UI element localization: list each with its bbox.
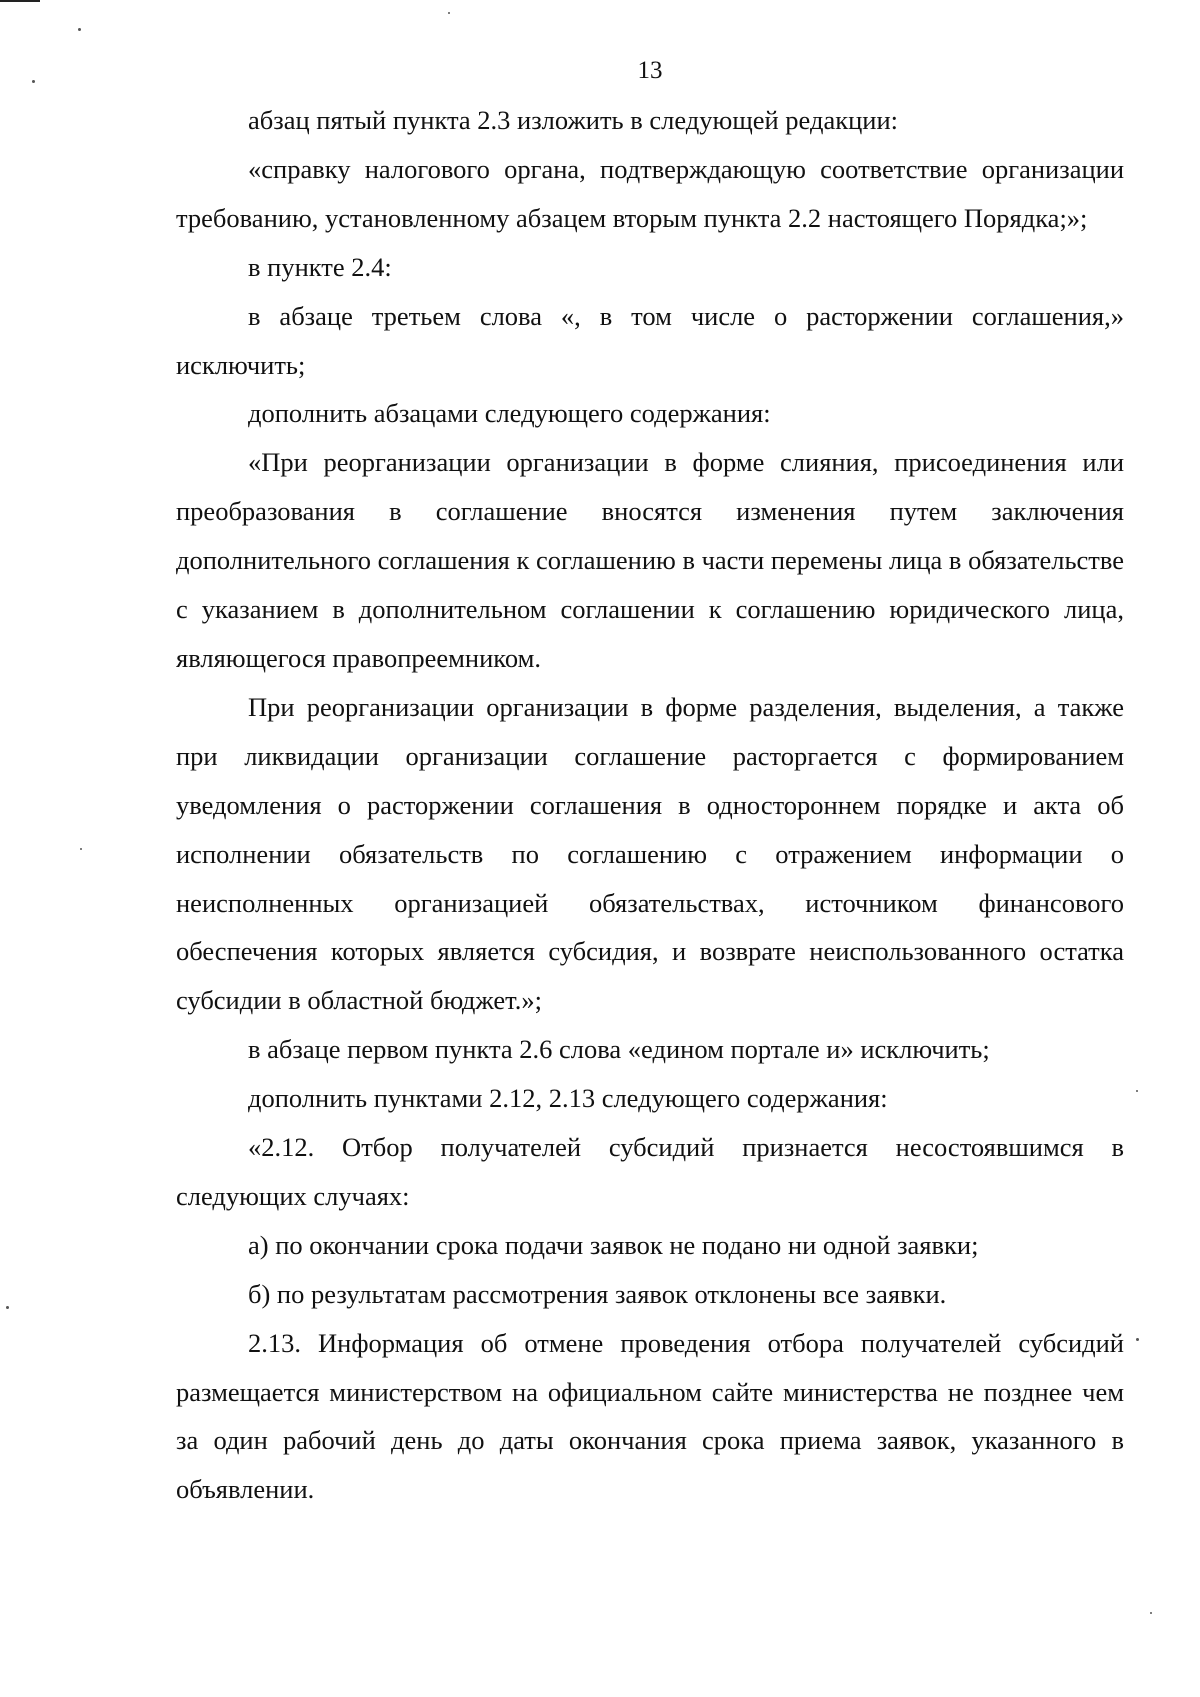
paragraph: в абзаце первом пункта 2.6 слова «едином портале и» исключить;: [248, 1034, 990, 1065]
paragraph: При реорганизации организации в форме разделения, выделения, а также при ликвидации организации соглашение расторгается с формированием уведомления о расторжении соглашения в одностороннем порядке и акта об исполнении обязательств по соглашению с отражением информации о неисполненных организацией обязательствах, источником финансового обеспечения которых является субсидия, и возврате неиспользованного остатка субсидии в областной бюджет.»;: [176, 691, 1124, 1016]
paragraph: б) по результатам рассмотрения заявок отклонены все заявки.: [248, 1278, 947, 1309]
paragraph: «2.12. Отбор получателей субсидий признается несостоявшимся в следующих случаях:: [176, 1132, 1124, 1211]
document-body: [176, 96, 1124, 1514]
paragraph: абзац пятый пункта 2.3 изложить в следующей редакции:: [248, 105, 899, 135]
scan-speck: [78, 28, 81, 31]
paragraph: в пункте 2.4:: [248, 251, 392, 282]
scan-edge-mark: [0, 0, 40, 2]
scan-speck: [6, 1306, 9, 1309]
scan-speck: [1136, 1090, 1138, 1092]
scan-speck: [80, 848, 82, 850]
paragraph: дополнить пунктами 2.12, 2.13 следующего содержания:: [248, 1083, 888, 1114]
paragraph: в абзаце третьем слова «, в том числе о расторжении соглашения,» исключить;: [176, 300, 1124, 380]
paragraph: а) по окончании срока подачи заявок не подано ни одной заявки;: [248, 1229, 979, 1260]
scan-speck: [1150, 1612, 1152, 1614]
paragraph: «справку налогового органа, подтверждающую соответствие организации требованию, установленному абзацем вторым пункта 2.2 настоящего Порядка;»;: [176, 153, 1124, 233]
paragraph: дополнить абзацами следующего содержания:: [248, 398, 771, 429]
scan-speck: [1136, 1338, 1139, 1341]
scan-speck: [448, 12, 450, 14]
paragraph: «При реорганизации организации в форме слияния, присоединения или преобразования в соглашение вносятся изменения путем заключения дополнительного соглашения к соглашению в части перемены лица в обязательстве с указанием в дополнительном соглашении к соглашению юридического лица, являющегося правопреемником.: [176, 447, 1124, 673]
page-number: 13: [637, 57, 663, 84]
paragraph: 2.13. Информация об отмене проведения отбора получателей субсидий размещается министерством на официальном сайте министерства не позднее чем за один рабочий день до даты окончания срока приема заявок, указанного в объявлении.: [176, 1327, 1124, 1505]
